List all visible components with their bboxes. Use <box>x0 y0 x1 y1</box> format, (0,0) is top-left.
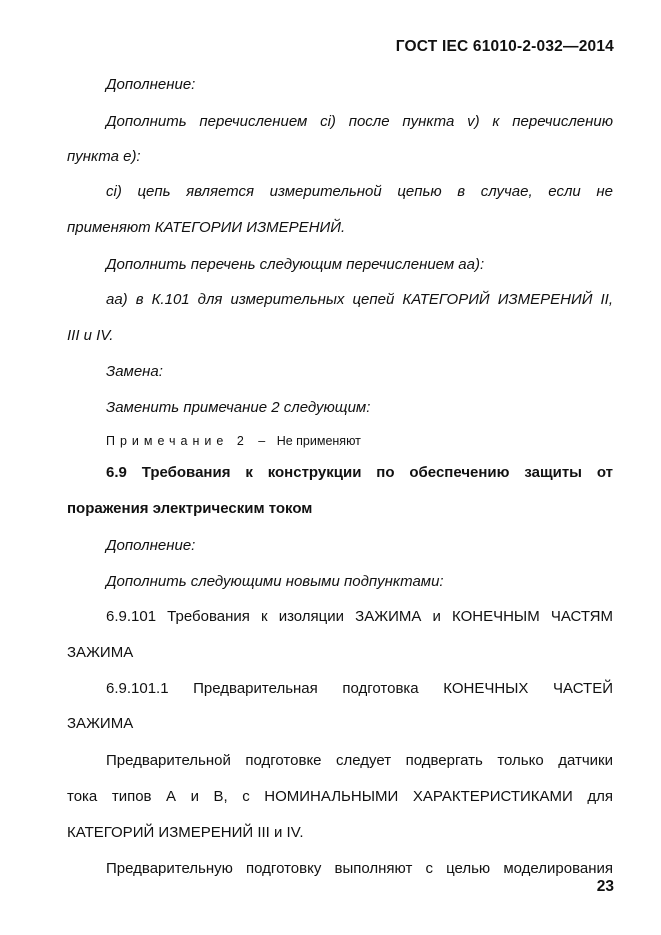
text-line: пункта e): <box>67 148 141 165</box>
text-line: aa) в К.101 для измерительных цепей КАТЕГОРИЙ ИЗМЕРЕНИЙ II, <box>106 291 613 308</box>
note-text: Не применяют <box>276 434 361 448</box>
paragraph-line: КАТЕГОРИЙ ИЗМЕРЕНИЙ III и IV. <box>67 824 304 841</box>
subsection-heading: ЗАЖИМА <box>67 715 134 732</box>
amendment-label: Дополнение: <box>106 537 196 554</box>
text-line: Дополнить перечень следующим перечислением aa): <box>106 256 485 273</box>
paragraph-line: Предварительную подготовку выполняют с целью моделирования <box>106 860 613 877</box>
page-number: 23 <box>596 878 614 895</box>
note-line <box>106 431 613 451</box>
note-dash: – <box>258 434 266 448</box>
text-line: ci) цепь является измерительной цепью в случае, если не <box>106 183 613 200</box>
text-line: Дополнить следующими новыми подпунктами: <box>106 573 444 590</box>
running-header: ГОСТ IEC 61010-2-032—2014 <box>395 38 614 55</box>
note-label: Примечание 2 <box>106 434 249 448</box>
subsection-heading: 6.9.101.1 Предварительная подготовка КОНЕЧНЫХ ЧАСТЕЙ <box>106 680 613 697</box>
text-line: Заменить примечание 2 следующим: <box>106 399 371 416</box>
paragraph-line: Предварительной подготовке следует подвергать только датчики <box>106 752 613 769</box>
amendment-label: Дополнение: <box>106 76 196 93</box>
subsection-heading: 6.9.101 Требования к изоляции ЗАЖИМА и КОНЕЧНЫМ ЧАСТЯМ <box>106 608 613 625</box>
text-line: Дополнить перечислением ci) после пункта v) к перечислению <box>106 113 613 130</box>
section-heading: поражения электрическим током <box>67 500 313 517</box>
text-line: применяют КАТЕГОРИИ ИЗМЕРЕНИЙ. <box>67 219 346 236</box>
paragraph-line: тока типов А и В, с НОМИНАЛЬНЫМИ ХАРАКТЕРИСТИКАМИ для <box>67 788 613 805</box>
section-heading: 6.9 Требования к конструкции по обеспечению защиты от <box>106 464 613 481</box>
subsection-heading: ЗАЖИМА <box>67 644 134 661</box>
text-line: III и IV. <box>67 327 114 344</box>
replacement-label: Замена: <box>106 363 163 380</box>
